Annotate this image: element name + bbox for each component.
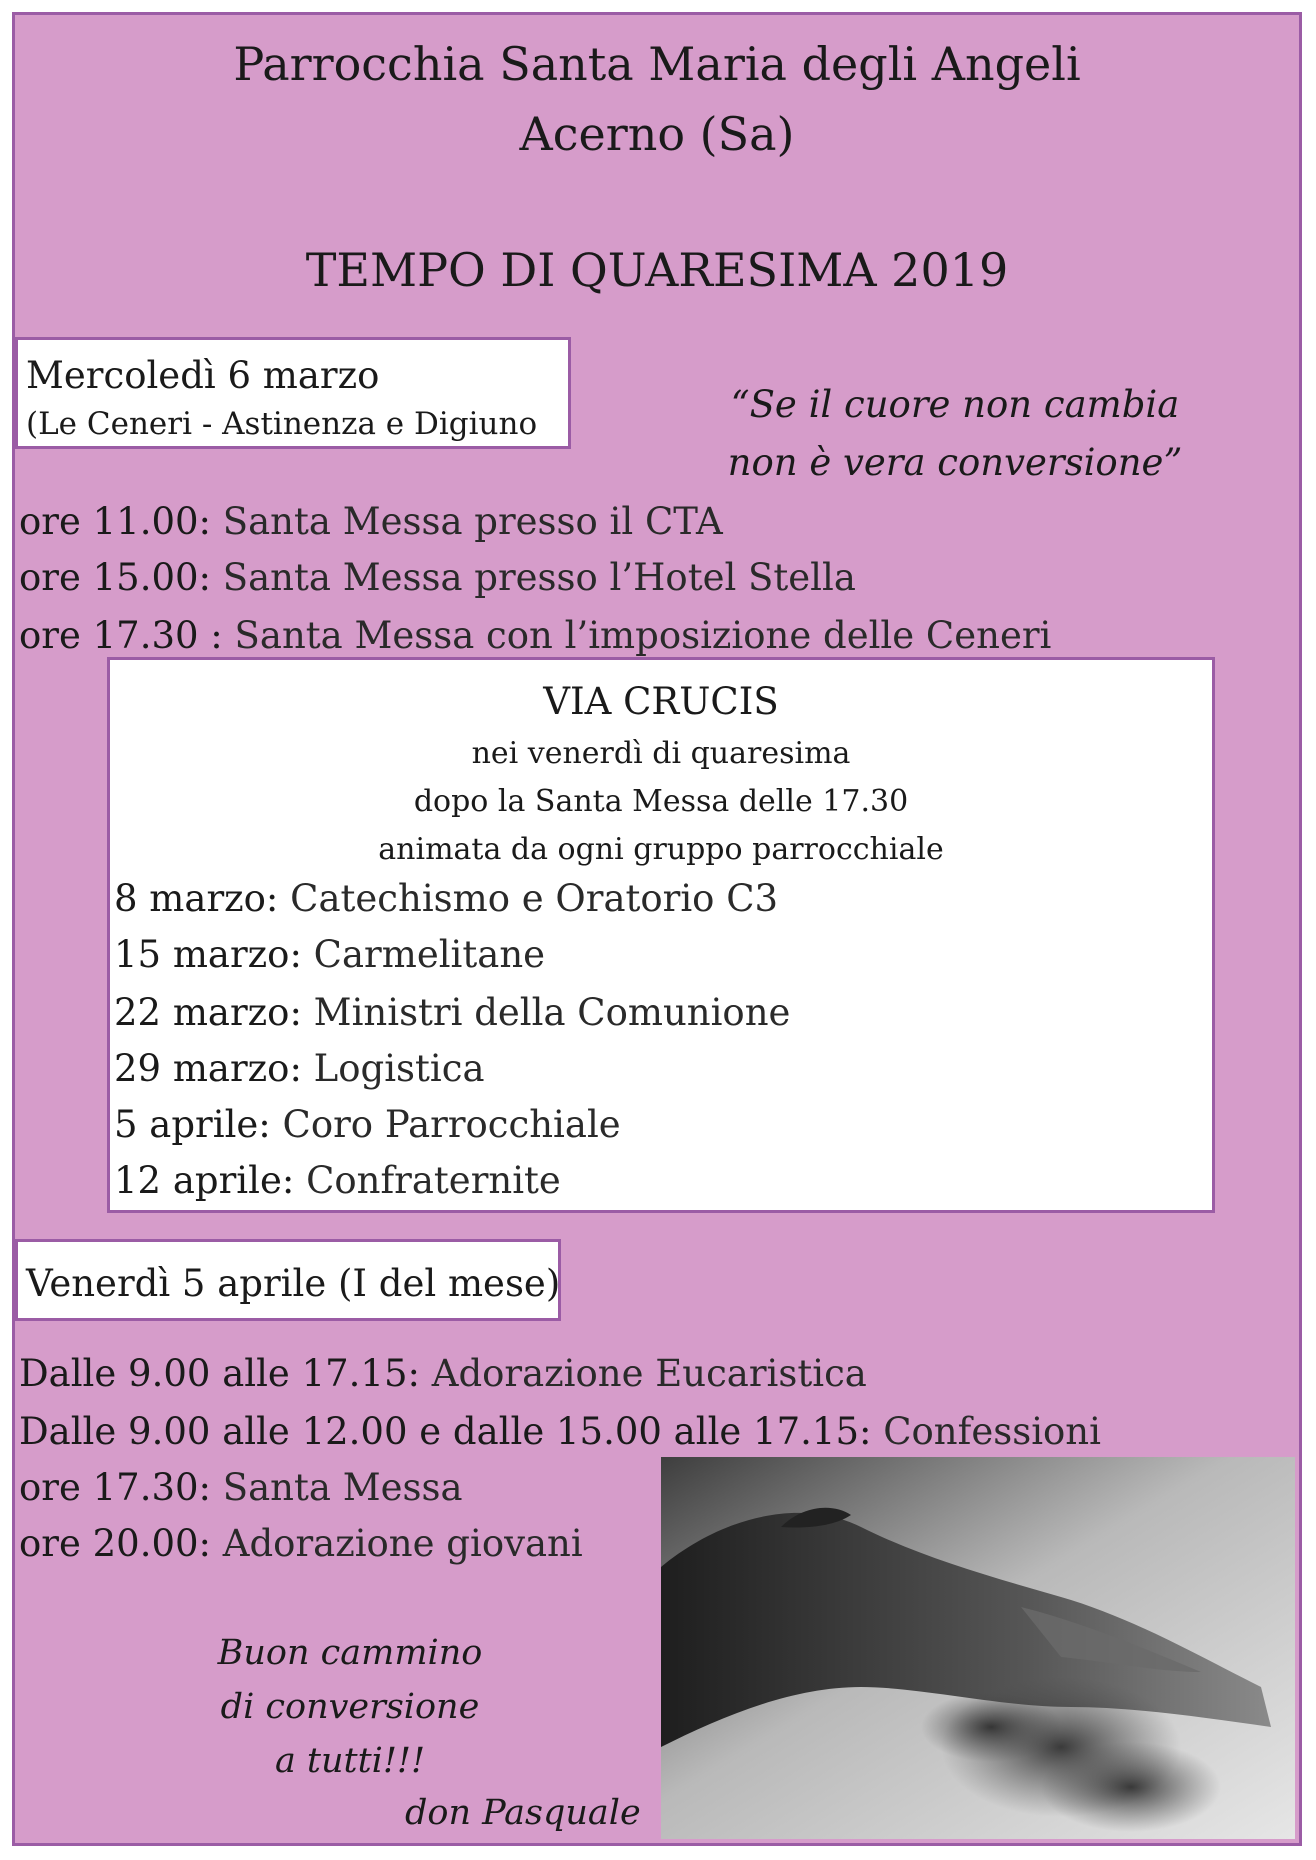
event-time: ore 17.30: <box>19 1466 212 1509</box>
via-crucis-title: VIA CRUCIS <box>543 680 779 723</box>
via-crucis-line-3: animata da ogni gruppo parrocchiale <box>378 832 944 867</box>
ash-wednesday-box <box>15 337 571 449</box>
via-crucis-item <box>114 933 546 976</box>
event-time: ore 20.00: <box>19 1522 212 1565</box>
via-crucis-date: 15 marzo: <box>114 933 302 976</box>
event-desc: Adorazione giovani <box>211 1522 583 1565</box>
via-crucis-item <box>114 1159 561 1202</box>
via-crucis-item <box>114 877 779 920</box>
hand-with-ashes-image <box>661 1457 1295 1839</box>
first-friday-event <box>19 1352 867 1395</box>
ash-mass-row <box>19 556 856 599</box>
parish-name: Parrocchia Santa Maria degli Angeli <box>233 37 1081 91</box>
town-name: Acerno (Sa) <box>519 107 795 161</box>
event-desc: Santa Messa <box>211 1466 463 1509</box>
ash-wednesday-subtitle: (Le Ceneri - Astinenza e Digiuno <box>26 406 538 442</box>
ash-mass-row <box>19 614 1052 657</box>
ash-wednesday-date: Mercoledì 6 marzo <box>26 354 380 397</box>
page-title: TEMPO DI QUARESIMA 2019 <box>305 243 1009 297</box>
quote-line-2: non è vera conversione” <box>727 441 1183 484</box>
first-friday-box <box>15 1239 561 1321</box>
via-crucis-box <box>107 657 1215 1213</box>
via-crucis-date: 5 aprile: <box>114 1103 271 1146</box>
via-crucis-group: Catechismo e Oratorio C3 <box>278 877 779 920</box>
flyer-page <box>12 12 1302 1846</box>
via-crucis-group: Carmelitane <box>301 933 546 976</box>
via-crucis-group: Logistica <box>301 1047 485 1090</box>
via-crucis-group: Coro Parrocchiale <box>270 1103 621 1146</box>
event-desc: Adorazione Eucaristica <box>419 1352 867 1395</box>
ash-mass-time: ore 15.00: <box>19 556 212 599</box>
via-crucis-item <box>114 991 791 1034</box>
ash-mass-time: ore 17.30 : <box>19 614 223 657</box>
closing-line-1: Buon cammino <box>217 1633 483 1673</box>
first-friday-event <box>19 1410 1101 1453</box>
event-time: Dalle 9.00 alle 17.15: <box>19 1352 420 1395</box>
first-friday-date: Venerdì 5 aprile (I del mese) <box>26 1262 561 1305</box>
ash-mass-row <box>19 500 723 543</box>
via-crucis-item <box>114 1047 485 1090</box>
ash-mass-desc: Santa Messa presso l’Hotel Stella <box>211 556 856 599</box>
via-crucis-group: Confraternite <box>294 1159 561 1202</box>
via-crucis-date: 22 marzo: <box>114 991 302 1034</box>
quote-line-1: “Se il cuore non cambia <box>730 383 1180 426</box>
via-crucis-date: 12 aprile: <box>114 1159 295 1202</box>
event-time: Dalle 9.00 alle 12.00 e dalle 15.00 alle 17.15: <box>19 1410 872 1453</box>
via-crucis-line-1: nei venerdì di quaresima <box>471 736 851 771</box>
closing-line-3: a tutti!!! <box>274 1741 426 1781</box>
via-crucis-item <box>114 1103 621 1146</box>
via-crucis-line-2: dopo la Santa Messa delle 17.30 <box>413 784 909 819</box>
ash-mass-time: ore 11.00: <box>19 500 212 543</box>
via-crucis-group: Ministri della Comunione <box>301 991 791 1034</box>
event-desc: Confessioni <box>871 1410 1101 1453</box>
hand-with-ashes-photo <box>661 1457 1295 1839</box>
closing-line-2: di conversione <box>220 1687 480 1727</box>
first-friday-event <box>19 1466 463 1509</box>
first-friday-event <box>19 1522 583 1565</box>
via-crucis-date: 29 marzo: <box>114 1047 302 1090</box>
via-crucis-date: 8 marzo: <box>114 877 279 920</box>
ash-mass-desc: Santa Messa presso il CTA <box>211 500 723 543</box>
signature: don Pasquale <box>405 1793 641 1833</box>
ash-mass-desc: Santa Messa con l’imposizione delle Ceneri <box>222 614 1052 657</box>
